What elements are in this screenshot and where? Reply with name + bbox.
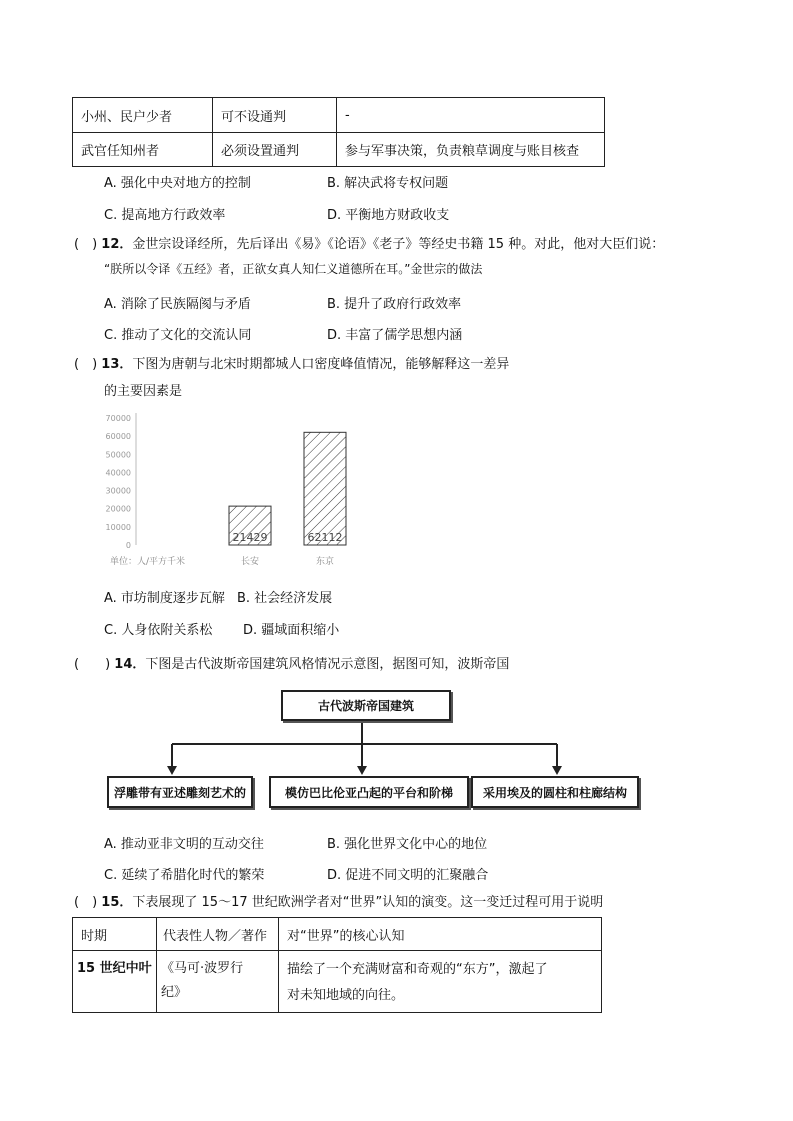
- diagram-node-assyrian: 浮雕带有亚述雕刻艺术的: [107, 776, 253, 808]
- table-cell-work: [157, 951, 279, 1013]
- table-cell: 参与军事决策，负责粮草调度与账目核查: [337, 133, 605, 167]
- answer-bracket[interactable]: ( ): [74, 895, 98, 910]
- table-cell-period: 15 世纪中叶: [73, 951, 157, 1013]
- q12-option-c[interactable]: C. 推动了文化的交流认同: [104, 328, 252, 343]
- x-category-label: 东京: [315, 557, 335, 567]
- diagram-node-egyptian: 采用埃及的圆柱和柱廊结构: [471, 776, 639, 808]
- table-cell-text: 对未知地域的向往。: [287, 988, 405, 1003]
- bar-value-label: 21429: [232, 531, 268, 544]
- y-tick-label: 0: [125, 541, 131, 550]
- diagram-node-babylonian: 模仿巴比伦亚凸起的平台和阶梯: [269, 776, 469, 808]
- q11-option-c[interactable]: C. 提高地方行政效率: [104, 208, 226, 223]
- q15-stem: [74, 891, 603, 910]
- y-tick-label: 30000: [105, 486, 131, 496]
- q13-option-c[interactable]: C. 人身依附关系松: [104, 623, 213, 638]
- q13-option-a[interactable]: A. 市坊制度逐步瓦解: [104, 591, 225, 606]
- question-number: 15．: [101, 895, 133, 910]
- q11-option-d[interactable]: D. 平衡地方财政收支: [327, 208, 450, 223]
- q11-option-a[interactable]: A. 强化中央对地方的控制: [104, 176, 251, 191]
- unit-label: 单位：人/平方千米: [110, 557, 186, 567]
- question-text: 下表展现了 15～17 世纪欧洲学者对“世界”认知的演变。这一变迁过程可用于说明: [132, 895, 604, 910]
- table-cell-text: 描绘了一个充满财富和奇观的“东方”，激起了: [287, 962, 548, 977]
- table-cell: -: [337, 98, 605, 133]
- table-cell: 武官任知州者: [73, 133, 213, 167]
- q13-stem-line2: 的主要因素是: [104, 384, 183, 399]
- y-tick-label: 50000: [105, 450, 131, 460]
- table-cell-cognition: [279, 951, 602, 1013]
- q11-option-b[interactable]: B. 解决武将专权问题: [327, 176, 449, 191]
- table-world-cognition: [72, 917, 602, 1013]
- q12-option-d[interactable]: D. 丰富了儒学思想内涵: [327, 328, 463, 343]
- question-text: 下图为唐朝与北宋时期都城人口密度峰值情况，能够解释这一差异: [132, 357, 510, 372]
- q13-option-b[interactable]: B. 社会经济发展: [237, 591, 333, 606]
- q14-option-c[interactable]: C. 延续了希腊化时代的繁荣: [104, 868, 265, 883]
- answer-bracket[interactable]: ( ): [74, 237, 98, 252]
- table-header-cell: 对“世界”的核心认知: [279, 918, 602, 951]
- answer-bracket[interactable]: ( ): [74, 357, 98, 372]
- table-cell-text: 《马可·波罗行: [161, 961, 244, 976]
- y-tick-label: 20000: [105, 504, 131, 514]
- table-cell: 必须设置通判: [213, 133, 337, 167]
- q14-option-a[interactable]: A. 推动亚非文明的互动交往: [104, 837, 264, 852]
- y-tick-label: 70000: [105, 414, 131, 423]
- table-cell: 可不设通判: [213, 98, 337, 133]
- q13-option-d[interactable]: D. 疆域面积缩小: [243, 623, 340, 638]
- q12-stem-line2: “朕所以令译《五经》者，正欲女真人知仁义道德所在耳。”金世宗的做法: [104, 262, 483, 276]
- q12-option-a[interactable]: A. 消除了民族隔阂与矛盾: [104, 297, 251, 312]
- question-text: 金世宗设译经所，先后译出《易》《论语》《老子》等经史书籍 15 种。对此，他对大臣们说：: [132, 237, 665, 252]
- x-category-label: 长安: [240, 557, 260, 567]
- table-header-row: [73, 918, 602, 951]
- question-number: 12．: [101, 237, 133, 252]
- q14-option-b[interactable]: B. 强化世界文化中心的地位: [327, 837, 488, 852]
- bar-value-label: 62112: [307, 531, 343, 544]
- q14-option-d[interactable]: D. 促进不同文明的汇聚融合: [327, 868, 489, 883]
- table-cell-text: 纪》: [161, 985, 188, 1000]
- table-header-cell: 代表性人物／著作: [157, 918, 279, 951]
- y-tick-label: 60000: [105, 432, 131, 442]
- q12-option-b[interactable]: B. 提升了政府行政效率: [327, 297, 462, 312]
- y-tick-label: 40000: [105, 468, 131, 478]
- answer-bracket[interactable]: ( ): [74, 657, 111, 672]
- table-cell: 小州、民户少者: [73, 98, 213, 133]
- table-row: [73, 951, 602, 1013]
- question-number: 13．: [101, 357, 133, 372]
- diagram-root-node: 古代波斯帝国建筑: [281, 690, 451, 721]
- question-text: 下图是古代波斯帝国建筑风格情况示意图，据图可知，波斯帝国: [145, 657, 510, 672]
- y-tick-label: 10000: [105, 522, 131, 532]
- table-header-cell: 时期: [73, 918, 157, 951]
- question-number: 14．: [114, 657, 146, 672]
